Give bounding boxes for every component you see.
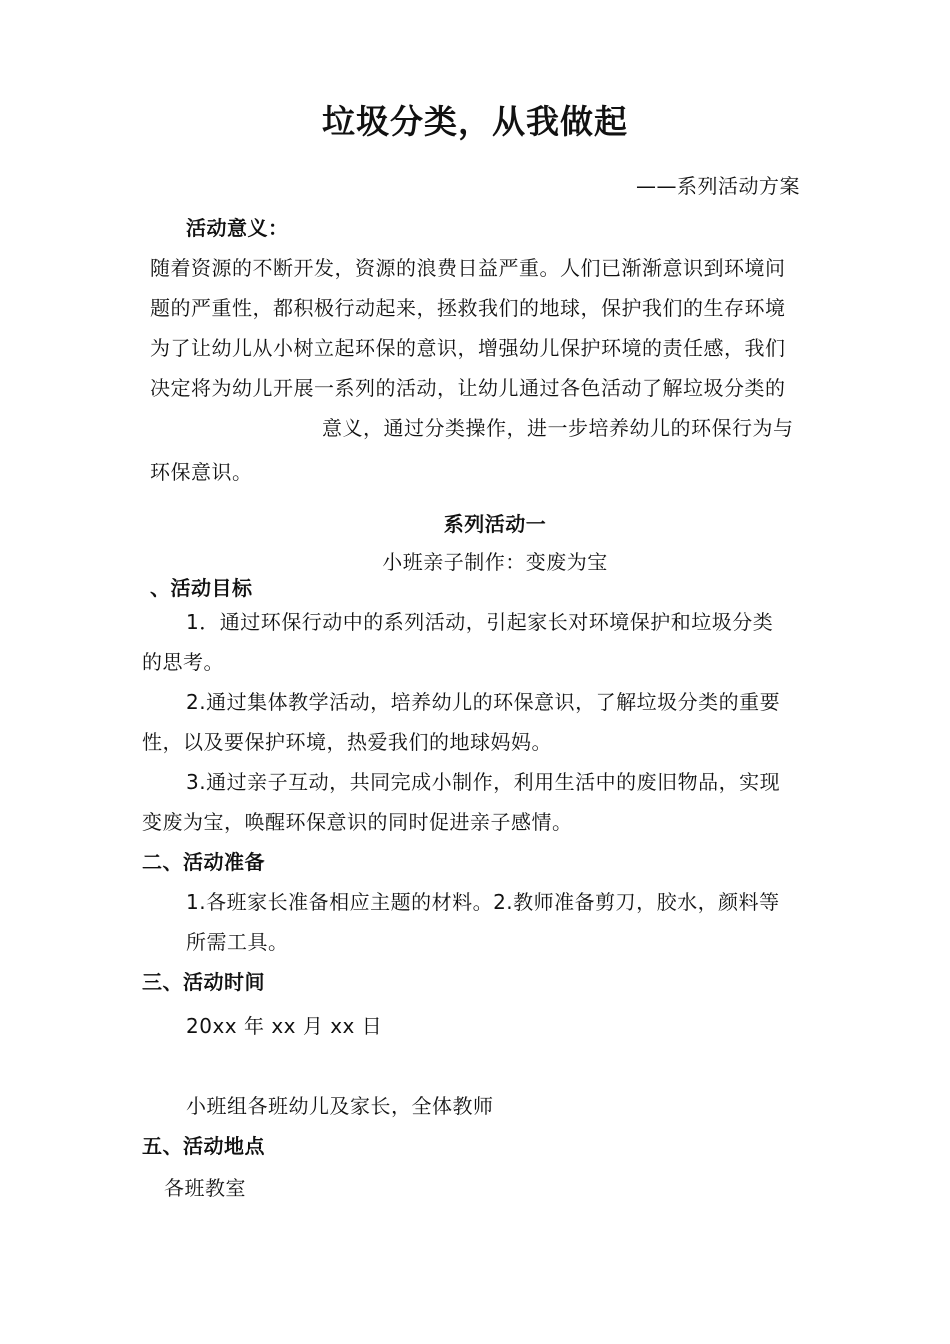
goals-line: 的思考。 [142, 650, 224, 674]
goals-line: 变废为宝，唤醒环保意识的同时促进亲子感情。 [142, 810, 573, 834]
significance-line: 题的严重性，都积极行动起来，拯救我们的地球，保护我们的生存环境 [150, 296, 786, 320]
significance-line: 决定将为幼儿开展一系列的活动，让幼儿通过各色活动了解垃圾分类的 [150, 376, 786, 400]
series-heading: 系列活动一 [443, 512, 547, 536]
significance-line: 环保意识。 [150, 460, 253, 484]
goals-line: 2.通过集体教学活动，培养幼儿的环保意识，了解垃圾分类的重要 [186, 690, 781, 714]
participants-value: 小班组各班幼儿及家长，全体教师 [186, 1094, 494, 1118]
significance-heading: 活动意义： [186, 216, 289, 240]
location-value: 各班教室 [164, 1176, 246, 1200]
preparation-line: 1.各班家长准备相应主题的材料。2.教师准备剪刀，胶水，颜料等 [186, 890, 780, 914]
goals-line: 性，以及要保护环境，热爱我们的地球妈妈。 [142, 730, 552, 754]
document-subtitle: ——系列活动方案 [636, 174, 800, 198]
preparation-line: 所需工具。 [186, 930, 289, 954]
time-value: 20xx 年 xx 月 xx 日 [186, 1014, 383, 1038]
significance-line: 为了让幼儿从小树立起环保的意识，增强幼儿保护环境的责任感，我们 [150, 336, 786, 360]
significance-line: 意义，通过分类操作，进一步培养幼儿的环保行为与 [322, 416, 794, 440]
goals-line: 3.通过亲子互动，共同完成小制作，利用生活中的废旧物品，实现 [186, 770, 781, 794]
document-title: 垃圾分类，从我做起 [322, 102, 628, 141]
location-heading: 五、活动地点 [142, 1134, 265, 1158]
preparation-heading: 二、活动准备 [142, 850, 265, 874]
goals-heading: 、活动目标 [150, 576, 253, 600]
significance-line: 随着资源的不断开发，资源的浪费日益严重。人们已渐渐意识到环境问 [150, 256, 786, 280]
series-subheading: 小班亲子制作：变废为宝 [382, 550, 608, 574]
time-heading: 三、活动时间 [142, 970, 265, 994]
goals-line: 1．通过环保行动中的系列活动，引起家长对环境保护和垃圾分类 [186, 610, 774, 634]
